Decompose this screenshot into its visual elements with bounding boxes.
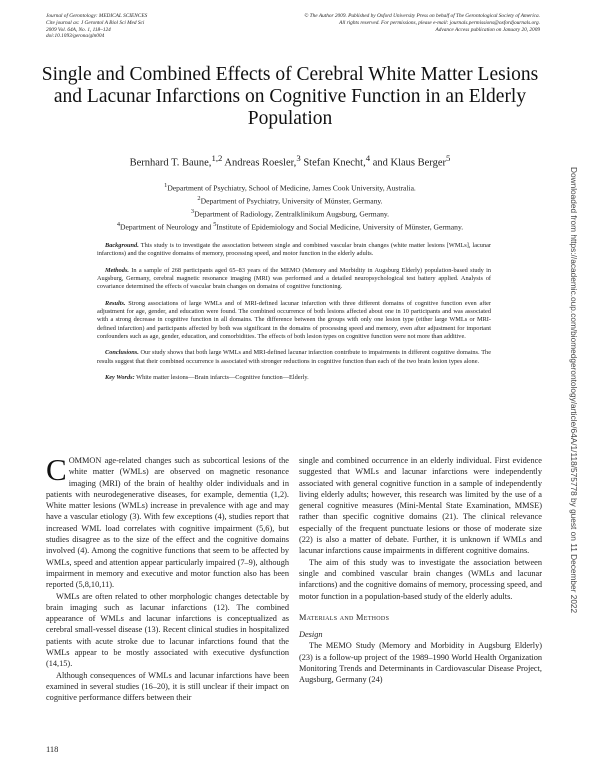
abstract-background: Background. This study is to investigate the association between single and combined vascular brain changes (white matter lesions [WMLs], lacunar infarctions) and the cognitive domains of memory, processing speed, and motor function in the elderly adults. <box>97 242 491 258</box>
volume-line: 2009 Vol. 64A, No. 1, 118–124 <box>46 26 111 33</box>
section-heading: Materials and Methods <box>299 612 390 622</box>
publication-date-line: Advance Access publication on January 20, 2009 <box>435 26 540 33</box>
abstract-conclusions: Conclusions. Our study shows that both large WMLs and MRI-defined lacunar infarction contribute to impairments in different cognitive domains. The results suggest that their combined occurrence is associated with stronger reductions in cognitive function than each of the two brain lesion types alone. <box>97 349 491 365</box>
affiliation-line: $^2$Department of Psychiatry, University of Münster, Germany. <box>197 195 383 206</box>
journal-header-right <box>250 13 540 33</box>
author-affiliation-mark: 1,2 <box>211 153 223 163</box>
body-column-right <box>299 455 542 686</box>
body-paragraph: Although consequences of WMLs and lacunar infarctions have been examined in several studies (16–20), it is still unclear if their impact on cognitive performance differs between their <box>46 670 289 703</box>
copyright-line: © The Author 2009. Published by Oxford University Press on behalf of The Gerontological Society of America. <box>304 13 540 19</box>
author-name: Andreas Roesler, <box>222 157 297 169</box>
citation-line: Cite journal as: J Gerontol A Biol Sci Med Sci <box>46 19 145 26</box>
author-name: Stefan Knecht, <box>300 157 366 169</box>
body-paragraph: The aim of this study was to investigate the association between single and combined vascular brain changes (WMLs and lacunar infarctions) and the cognitive domains of memory, processing speed, and motor function in a population-based study of the elderly adults. <box>299 557 542 601</box>
author-affiliation-mark: 4 <box>365 153 371 163</box>
body-column-left <box>46 452 289 704</box>
journal-name: Journal of Gerontology: MEDICAL SCIENCES <box>46 13 148 19</box>
doi-line: doi:10.1093/gerona/gln004 <box>46 33 105 40</box>
body-paragraph: COMMON age-related changes such as subcortical lesions of the white matter (WMLs) are observed on magnetic resonance imaging (MRI) of the brain of healthy older individuals and in patients with neurodegenerative diseases, for example, dementia (1,2). White matter lesions (WMLs) increase in prevalence with age and may have a vascular etiology (3). With few exceptions (4), studies report that increased WML load correlates with cognitive impairment (5,6), but studies disagree as to the size of the effect and the cognitive domains involved (4). Among the cognitive functions that seem to be affected by WMLs, speed and attention appear particularly impaired (7–9), although impairment in memory and executive and motor function also has been reported (5,8,10,11). <box>46 452 289 590</box>
download-watermark: Downloaded from https://academic.oup.com/biomedgerontology/article/64A/1/118/575778 by guest on 11 December 2022 <box>569 167 579 614</box>
body-paragraph: The MEMO Study (Memory and Morbidity in Augsburg Elderly) (23) is a follow-up project of the 1989–1990 World Health Organization Monitoring Trends and Determinants in Cardiovascular Disease Project, Augsburg, Germany (24) <box>299 641 542 685</box>
page-number: 118 <box>46 744 59 754</box>
author-name: Bernhard T. Baune, <box>129 157 212 169</box>
author-list <box>40 153 540 169</box>
abstract-results: Results. Strong associations of large WMLs and of MRI-defined lacunar infarction with three different domains of cognitive function even after adjustment for age, gender, and education were found. The combined occurrence of both lesions affected about one in 10 participants and was associated with a strong decrease in cognitive function in all domains. The difference between the groups with only one lesion type (either large WMLs or MRI-defined infarction) and participants affected by both was significant in the domains of processing speed and memory, even after adjustment for important confounders such as age, gender, education, and comorbidities. The effects of both lesion types on cognitive function were not more than additive. <box>97 299 491 341</box>
author-affiliation-mark: 5 <box>446 153 451 163</box>
permissions-line: All rights reserved. For permissions, please e-mail: journals.permissions@oxfordjournals.org. <box>339 19 540 26</box>
affiliation-line: $^3$Department of Radiology, Zentralklinikum Augsburg, Germany. <box>190 208 390 219</box>
subsection-heading: Design <box>299 630 323 640</box>
affiliations <box>40 181 540 233</box>
author-affiliation-mark: 3 <box>296 153 301 163</box>
body-paragraph: single and combined occurrence in an elderly individual. First evidence suggested that WMLs and lacunar infarctions were independently associated with general cognitive function in a sample of independently living elderly adults; however, this research was limited by the use of a general cognitive measures (Mini-Mental State Examination, MMSE) rather than specific cognitive domains (21). The clinical relevance especially of the frequent punctuate lesions or those of moderate size (22) is also a matter of debate. Further, it is unknown if WMLs and lacunar infarctions cause impairments in different cognitive domains. <box>299 456 542 556</box>
abstract <box>97 242 491 390</box>
affiliation-line: $^1$Department of Psychiatry, School of Medicine, James Cook University, Australia. <box>164 182 416 193</box>
body-paragraph: WMLs are often related to other morphologic changes detectable by brain imaging such as lacunar infarctions (12). The combined appearance of WMLs and lacunar infarctions is conceptualized as cerebral small-vessel disease (13). Recent clinical studies in hospitalized patients with acute stroke due to lacunar infarctions found that the WMLs appear to be mostly associated with executive dysfunction (14,15). <box>46 591 289 669</box>
article-title: Single and Combined Effects of Cerebral White Matter Lesions and Lacunar Infarctions on Cognitive Function in an Elderly Population <box>41 64 539 129</box>
keywords: Key Words: White matter lesions—Brain infarcts—Cognitive function—Elderly. <box>105 374 309 382</box>
affiliation-line: $^4$Department of Neurology and $^5$Institute of Epidemiology and Social Medicine, University of Münster, Germany. <box>116 221 464 232</box>
drop-cap: C <box>46 452 67 487</box>
author-name: and Klaus Berger <box>370 157 447 169</box>
abstract-methods: Methods. In a sample of 268 participants aged 65–83 years of the MEMO (Memory and Morbidity in Augsburg Elderly) population-based study in Augsburg, Germany, cerebral magnetic resonance imaging (MRI) was performed and a detailed neuropsychological test battery applied. Analysis of covariance determined the effects of vascular brain changes on domains of cognitive functioning. <box>97 266 491 291</box>
